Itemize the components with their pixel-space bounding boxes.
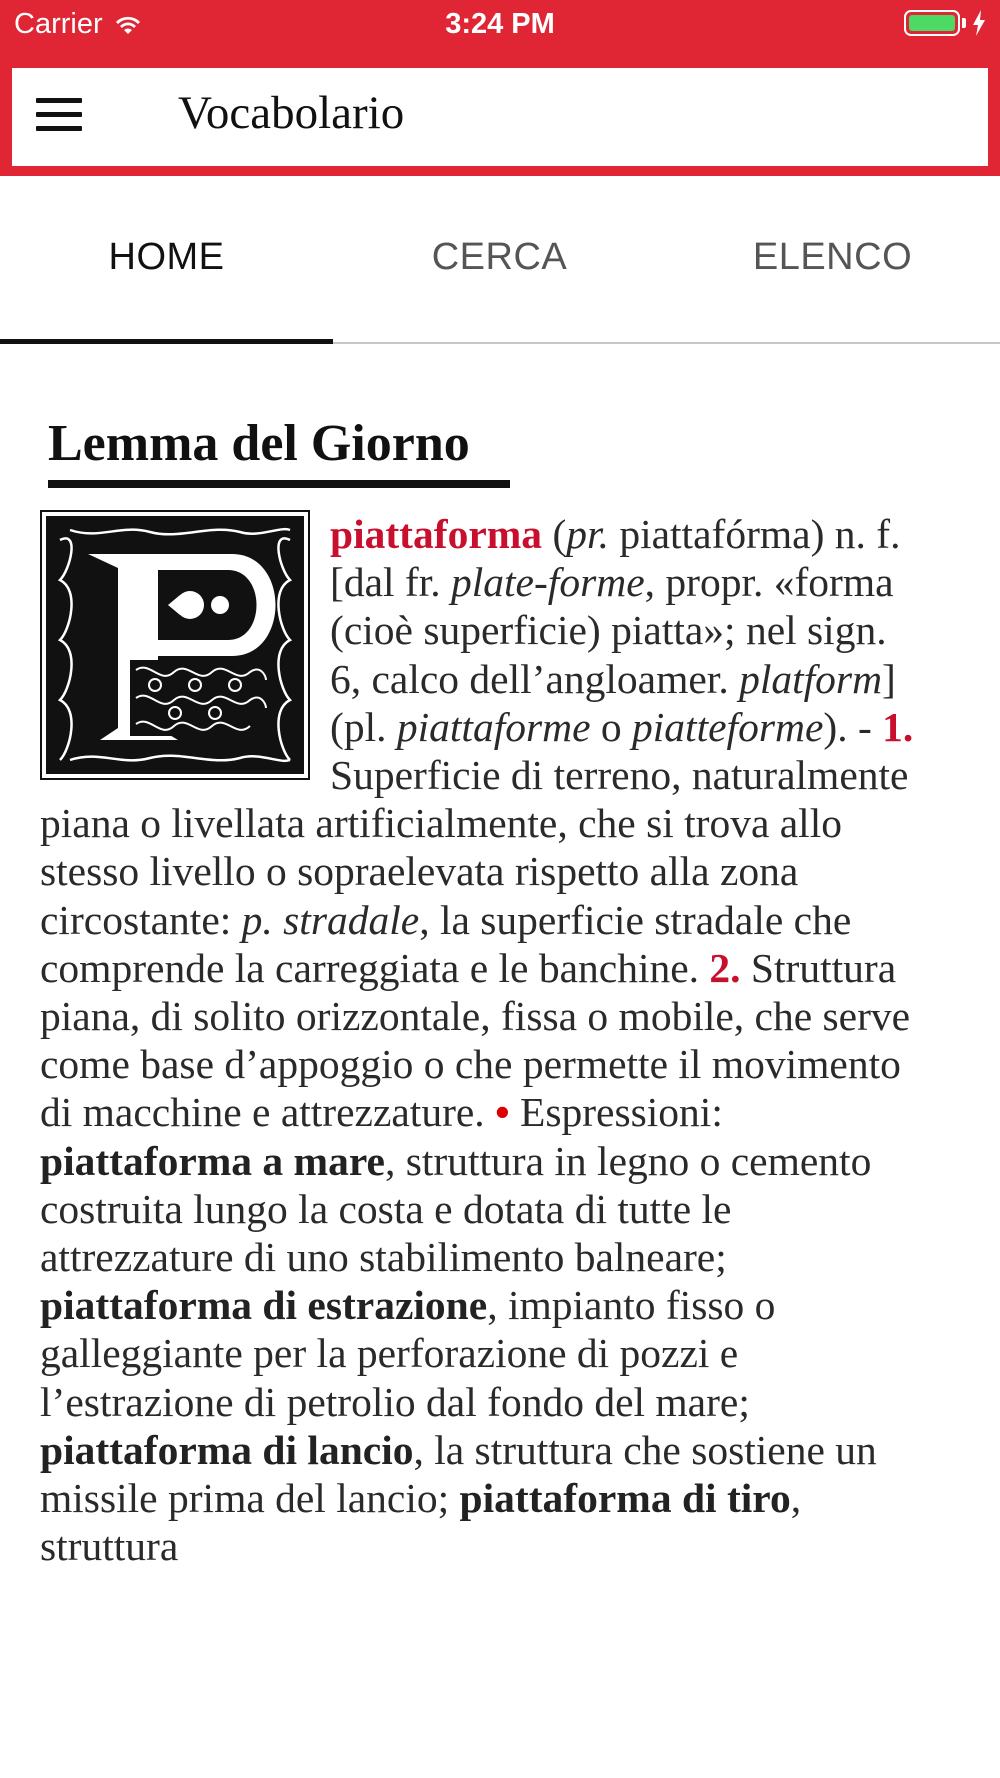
entry-text-italic: p. stradale [241,896,420,943]
battery-indicator [904,10,986,36]
home-content[interactable] [0,344,1000,1744]
sense-number: 2. [709,944,741,991]
tab-cerca[interactable]: CERCA [431,236,568,278]
entry-text: , struttura [40,1475,802,1570]
entry-text: piattafórma) n. f. [dal fr. [330,511,901,606]
entry-text-italic: pr. [566,511,609,557]
entry-text: Superficie di terreno, naturalmente piana o livellata artificialmente, che si trova allo stesso livello o sopraelevata rispetto alla zona circostante: [40,752,909,943]
expression-term: piattaforma di lancio [40,1426,414,1473]
expression-term: piattaforma di estrazione [40,1282,488,1329]
entry-text: , impianto fisso o galleggiante per la perforazione di pozzi e l’estrazione di petrolio dal fondo del mare; [40,1282,776,1425]
hamburger-menu-icon[interactable] [36,98,82,136]
status-bar [0,0,1000,52]
entry-text: ( [542,511,567,557]
expression-term: piattaforma di tiro [459,1475,791,1522]
entry-text: Espressioni: [509,1089,723,1136]
tab-elenco[interactable]: ELENCO [752,236,913,278]
headword: piattaforma [330,511,543,557]
entry-text: ). - [823,703,883,750]
entry-text: Struttura piana, di solito orizzontale, fissa o mobile, che serve come base d’appoggio o che permette il movimento di macchine e attrezzature. [40,944,911,1136]
entry-text-italic: plate-forme [451,559,645,606]
entry-text: , la struttura che sostiene un missile prima del lancio; [40,1426,877,1522]
dictionary-entry [40,510,920,1570]
entry-text: , propr. «forma (cioè superficie) piatta»; nel sign. 6, calco dell’angloamer. [330,559,894,702]
sense-number: 1. [882,703,914,750]
drop-cap-illustration [40,510,310,780]
tab-bar [0,176,1000,344]
section-title: Lemma del Giorno [48,415,470,472]
tab-home[interactable]: HOME [108,236,225,278]
app-bar-panel [12,68,988,166]
app-bar [0,52,1000,176]
title-underline [48,480,510,488]
entry-text: ] (pl. [330,655,896,750]
entry-text: , la superficie stradale che comprende la carreggiata e le banchine. [40,896,852,991]
entry-text: o [590,703,633,750]
expression-term: piattaforma a mare [40,1137,385,1184]
status-time: 3:24 PM [445,8,555,40]
expressions-bullet: • [495,1089,510,1136]
carrier-label: Carrier [14,8,103,40]
entry-text-italic: piattaforme [396,703,591,750]
entry-text: , struttura in legno o cemento costruita lungo la costa e dotata di tutte le attrezzature di uno stabilimento balneare; [40,1137,872,1281]
charging-bolt-icon [972,10,986,36]
entry-text-italic: platform [739,655,883,702]
battery-icon [904,10,960,36]
app-title: Vocabolario [178,87,405,139]
entry-text-italic: piatteforme [632,703,824,750]
